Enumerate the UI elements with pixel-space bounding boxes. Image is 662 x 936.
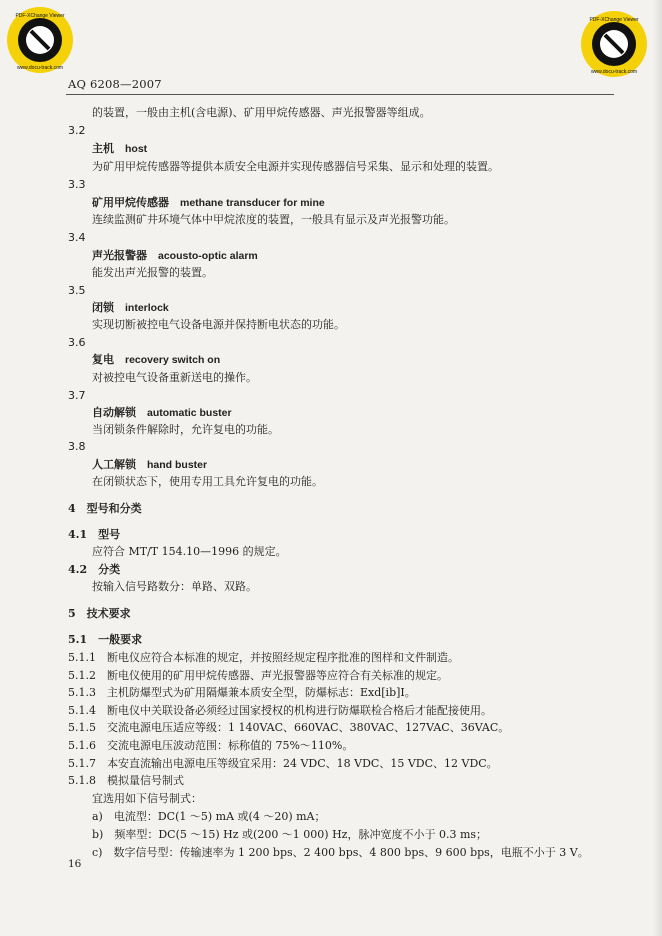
- text-line: 能发出声光报警的装置。: [92, 266, 213, 279]
- stamp-text-top: PDF-XChange Viewer: [589, 17, 639, 23]
- text-line: 5.1.1 断电仪应符合本标准的规定，并按照经规定程序批准的图样和文件制造。: [68, 651, 459, 664]
- term-english: recovery switch on: [125, 354, 221, 366]
- text-line: 在闭锁状态下，使用专用工具允许复电的功能。: [92, 475, 323, 488]
- section-heading: 4.2 分类: [68, 563, 121, 576]
- term-chinese: 主机: [92, 142, 114, 155]
- term-chinese: 闭锁: [92, 301, 114, 314]
- term-definition-heading: [92, 406, 232, 420]
- term-chinese: 自动解锁: [92, 406, 136, 419]
- section-heading: 5.1 一般要求: [68, 633, 143, 646]
- pdf-xchange-stamp-icon[interactable]: [580, 10, 648, 78]
- term-english: host: [125, 143, 148, 155]
- text-line: 宜选用如下信号制式：: [92, 792, 202, 805]
- header-rule: [66, 94, 614, 95]
- text-line: 连续监测矿井环境气体中甲烷浓度的装置，一般具有显示及声光报警功能。: [92, 213, 455, 226]
- document-code: AQ 6208—2007: [68, 77, 162, 91]
- clause-number: 3.3: [68, 178, 86, 191]
- term-definition-heading: [92, 142, 147, 156]
- text-line: 5.1.8 模拟量信号制式: [68, 774, 184, 787]
- term-english: automatic buster: [147, 407, 232, 419]
- text-line: 的装置，一般由主机(含电源)、矿用甲烷传感器、声光报警器等组成。: [92, 106, 431, 119]
- text-line: 5.1.4 断电仪中关联设备必须经过国家授权的机构进行防爆联检合格后才能配接使用。: [68, 704, 492, 717]
- text-line: 5.1.7 本安直流输出电源电压等级宜采用：24 VDC、18 VDC、15 VDC、12 VDC。: [68, 757, 498, 770]
- clause-number: 3.4: [68, 231, 86, 244]
- text-line: 对被控电气设备重新送电的操作。: [92, 371, 257, 384]
- term-english: methane transducer for mine: [180, 197, 325, 209]
- term-definition-heading: [92, 301, 169, 315]
- term-definition-heading: [92, 458, 207, 472]
- term-chinese: 复电: [92, 353, 114, 366]
- text-line: c) 数字信号型：传输速率为 1 200 bps、2 400 bps、4 800 bps、9 600 bps，电瓶不小于 3 V。: [92, 846, 589, 859]
- clause-number: 3.8: [68, 440, 86, 453]
- term-chinese: 人工解锁: [92, 458, 136, 471]
- term-definition-heading: [92, 196, 325, 210]
- text-line: 5.1.2 断电仪使用的矿用甲烷传感器、声光报警器等应符合有关标准的规定。: [68, 669, 448, 682]
- text-line: 5.1.3 主机防爆型式为矿用隔爆兼本质安全型，防爆标志：Exd[ib]I。: [68, 686, 416, 699]
- text-line: 按输入信号路数分：单路、双路。: [92, 580, 257, 593]
- text-line: 5.1.5 交流电源电压适应等级：1 140VAC、660VAC、380VAC、127VAC、36VAC。: [68, 721, 510, 734]
- pdf-xchange-stamp-icon[interactable]: [6, 6, 74, 74]
- term-english: interlock: [125, 302, 169, 314]
- clause-number: 3.5: [68, 284, 86, 297]
- stamp-text-bottom: www.docu-track.com: [16, 65, 64, 71]
- term-definition-heading: [92, 249, 258, 263]
- text-line: b) 频率型：DC(5 ～15) Hz 或(200 ～1 000) Hz，脉冲宽度不小于 0.3 ms；: [92, 828, 488, 841]
- clause-number: 3.2: [68, 124, 86, 137]
- term-definition-heading: [92, 353, 220, 367]
- clause-number: 3.6: [68, 336, 86, 349]
- text-line: 应符合 MT/T 154.10—1996 的规定。: [92, 545, 287, 558]
- section-heading: 4 型号和分类: [68, 502, 142, 515]
- text-line: 5.1.6 交流电源电压波动范围：标称值的 75%～110%。: [68, 739, 354, 752]
- page-edge-shadow: [652, 0, 662, 936]
- term-english: acousto-optic alarm: [158, 250, 258, 262]
- stamp-text-top: PDF-XChange Viewer: [15, 13, 65, 19]
- text-line: 为矿用甲烷传感器等提供本质安全电源并实现传感器信号采集、显示和处理的装置。: [92, 160, 499, 173]
- page-number: 16: [68, 858, 82, 870]
- section-heading: 4.1 型号: [68, 528, 121, 541]
- term-chinese: 矿用甲烷传感器: [92, 196, 169, 209]
- term-english: hand buster: [147, 459, 208, 471]
- text-line: a) 电流型：DC(1 ～5) mA 或(4 ～20) mA；: [92, 810, 326, 823]
- text-line: 实现切断被控电气设备电源并保持断电状态的功能。: [92, 318, 345, 331]
- clause-number: 3.7: [68, 389, 86, 402]
- section-heading: 5 技术要求: [68, 607, 131, 620]
- term-chinese: 声光报警器: [92, 249, 147, 262]
- text-line: 当闭锁条件解除时，允许复电的功能。: [92, 423, 279, 436]
- stamp-text-bottom: www.docu-track.com: [590, 69, 638, 75]
